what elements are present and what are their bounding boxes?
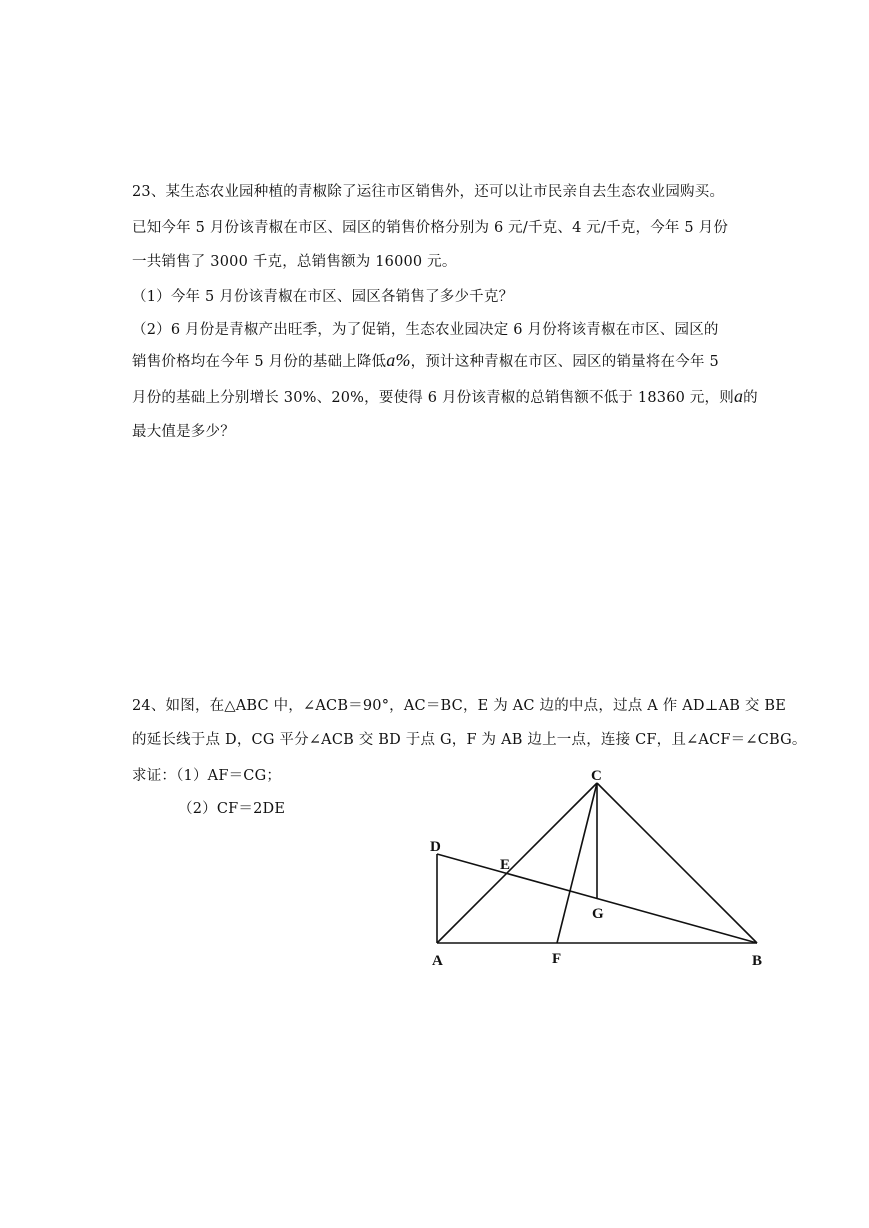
q23-part-2-line-4: 最大值是多少？: [132, 424, 235, 440]
q24-line-2: 的延长线于点 D，CG 平分∠ACB 交 BD 于点 G，F 为 AB 边上一点，连接 CF，且∠ACF＝∠CBG。: [132, 732, 807, 748]
label-e: E: [500, 857, 511, 873]
q23-part-2-line-3-pre: 月份的基础上分别增长 30%、20%，要使得 6 月份该青椒的总销售额不低于 18360 元，则: [132, 390, 734, 406]
q23-part-2-line-3-post: 的: [743, 390, 758, 406]
geometry-figure: [420, 760, 780, 980]
q24-prove-1: 求证：（1）AF＝CG；: [132, 768, 282, 784]
q23-variable-a: a: [733, 386, 744, 406]
q23-line-3: 一共销售了 3000 千克，总销售额为 16000 元。: [132, 254, 457, 270]
label-c: C: [591, 768, 602, 784]
segment-ac: [437, 783, 597, 943]
label-d: D: [430, 839, 441, 855]
segment-cf: [557, 783, 597, 943]
label-a: A: [432, 953, 443, 969]
label-b: B: [752, 953, 763, 969]
q23-part-1: （1）今年 5 月份该青椒在市区、园区各销售了多少千克？: [132, 289, 514, 305]
q23-part-2-line-2: [132, 350, 719, 371]
label-f: F: [552, 951, 562, 967]
q23-part-2-line-3: [132, 386, 758, 407]
q23-part-2-line-2-post: ，预计这种青椒在市区、园区的销量将在今年 5: [410, 354, 719, 370]
q23-variable-a-percent: a%: [386, 350, 411, 370]
segment-bc: [597, 783, 757, 943]
q24-prove-2: （2）CF＝2DE: [178, 801, 286, 817]
q24-line-1: 24、如图，在△ABC 中，∠ACB＝90°，AC＝BC，E 为 AC 边的中点，过点 A 作 AD⊥AB 交 BE: [132, 698, 787, 714]
q23-part-2-line-1: （2）6 月份是青椒产出旺季，为了促销，生态农业园决定 6 月份将该青椒在市区、园区的: [132, 322, 719, 338]
q23-part-2-line-2-pre: 销售价格均在今年 5 月份的基础上降低: [132, 354, 387, 370]
q23-line-2: 已知今年 5 月份该青椒在市区、园区的销售价格分别为 6 元/千克、4 元/千克，今年 5 月份: [132, 220, 729, 236]
label-g: G: [592, 906, 604, 922]
q23-line-1: 23、某生态农业园种植的青椒除了运往市区销售外，还可以让市民亲自去生态农业园购买。: [132, 184, 725, 200]
